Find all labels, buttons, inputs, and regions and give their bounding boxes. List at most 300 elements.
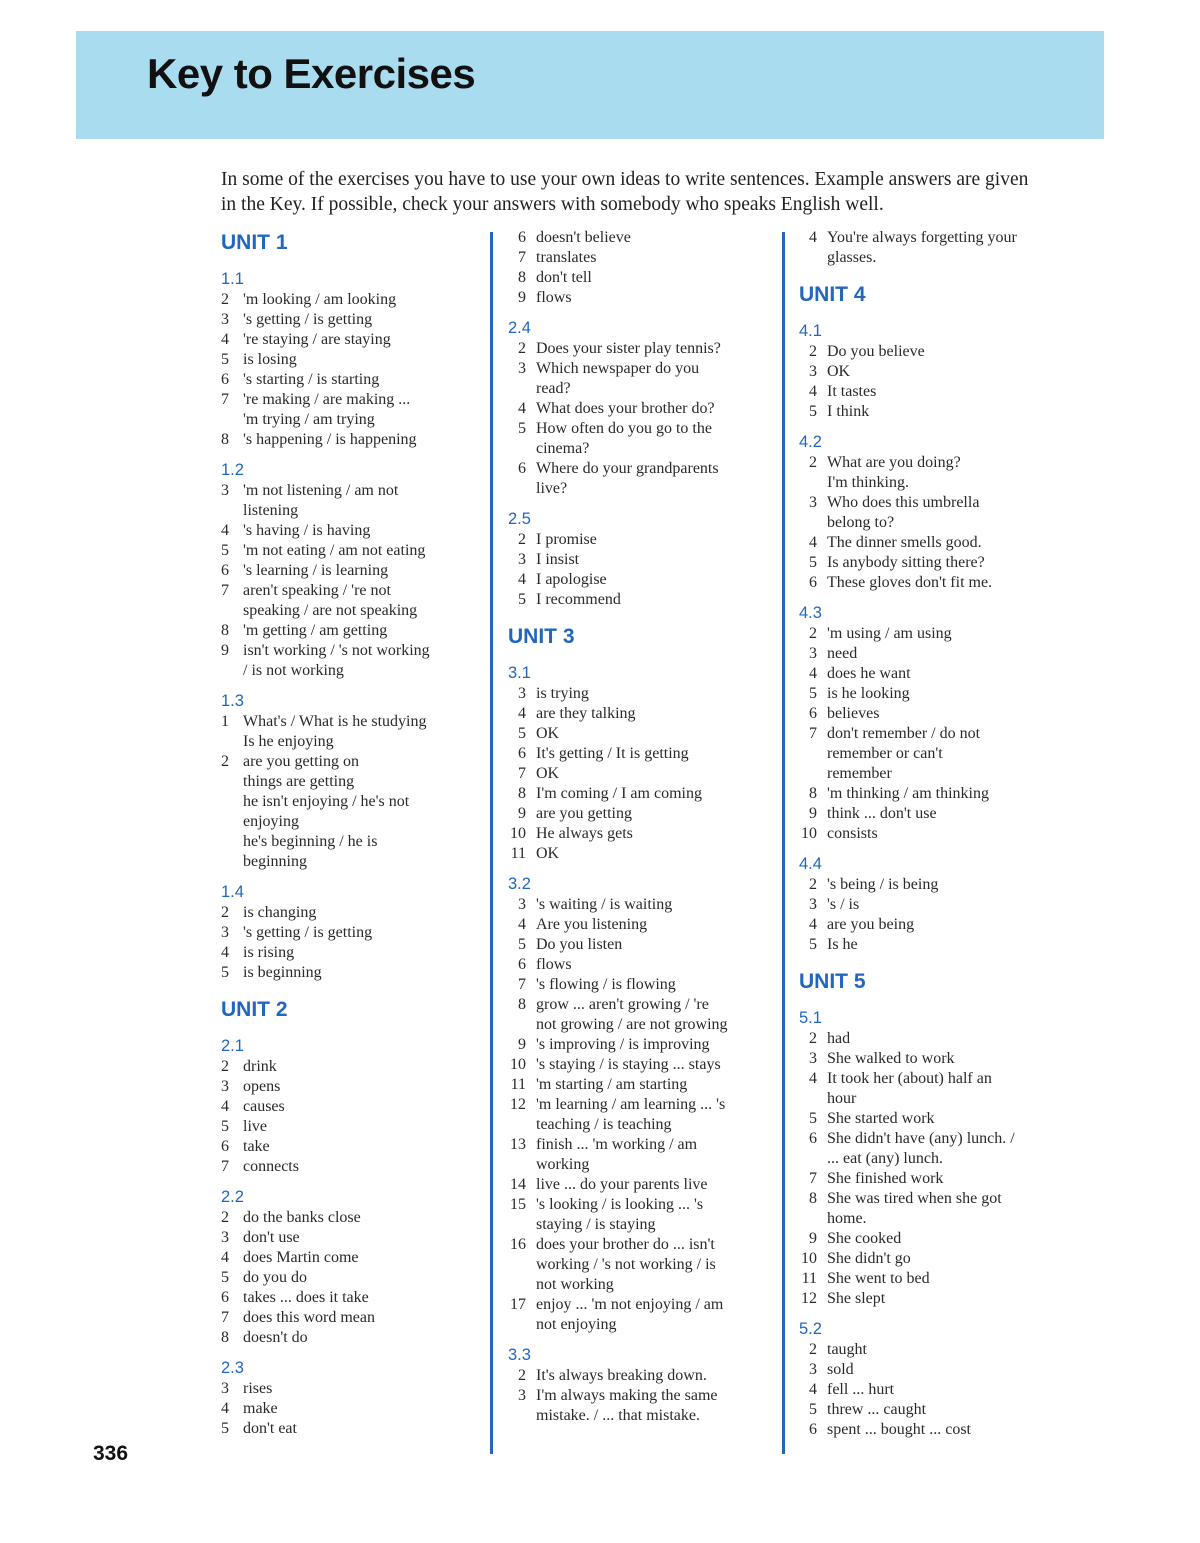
answer-text: take [243,1138,270,1155]
answer-number: 4 [518,400,526,417]
answer-number: 8 [518,269,526,286]
exercise-number: 2.3 [221,1359,244,1377]
answer-item [799,895,1059,915]
answer-item [799,342,1059,362]
answer-number: 2 [809,625,817,642]
answer-item [799,402,1059,422]
answer-text: 's getting / is getting [243,924,373,941]
answer-item [508,459,768,499]
answer-number: 5 [221,1118,229,1135]
answer-item [799,644,1059,664]
answer-text: taught [827,1341,867,1358]
exercise-section [799,320,1059,422]
answer-text: consists [827,825,878,842]
answer-item [508,1295,768,1335]
answer-item [508,1075,768,1095]
answer-text: It took her (about) half an hour [827,1070,992,1107]
answer-item [799,1229,1059,1249]
answer-item [508,935,768,955]
answer-text: does Martin come [243,1249,359,1266]
answer-number: 7 [809,1170,817,1187]
answer-number: 3 [518,360,526,377]
answer-item [799,1289,1059,1309]
answer-number: 5 [221,1420,229,1437]
exercise-number: 1.4 [221,883,244,901]
answer-text: drink [243,1058,277,1075]
answer-number: 2 [518,1367,526,1384]
exercise-number: 1.3 [221,692,244,710]
answer-number: 2 [518,531,526,548]
answer-item [508,724,768,744]
answer-item [508,1035,768,1055]
answer-number: 5 [809,403,817,420]
answer-item [221,481,476,521]
answer-text: takes ... does it take [243,1289,369,1306]
answer-text: I think [827,403,870,420]
exercise-number: 4.3 [799,604,822,622]
answer-text: 's flowing / is flowing [536,976,676,993]
answer-item [508,248,768,268]
exercise-number: 1.2 [221,461,244,479]
answer-number: 3 [809,363,817,380]
answer-number: 5 [809,554,817,571]
answer-text: Which newspaper do you read? [536,360,700,397]
exercise-section [799,1007,1059,1309]
answer-item [221,1268,476,1288]
answer-text: Where do your grandparents live? [536,460,719,497]
answer-item [508,570,768,590]
answer-number: 12 [510,1096,526,1113]
answer-text: 's happening / is happening [243,431,417,448]
answer-item [221,1077,476,1097]
answer-text: What's / What is he studying Is he enjoying [243,713,427,750]
answer-text: do the banks close [243,1209,361,1226]
answer-item [508,764,768,784]
answer-number: 9 [518,289,526,306]
answer-item [221,752,476,872]
unit-heading: UNIT 1 [221,231,288,254]
answer-text: 's having / is having [243,522,371,539]
answer-number: 8 [221,622,229,639]
answer-number: 3 [221,1229,229,1246]
answer-text: Does your sister play tennis? [536,340,721,357]
answer-item [508,1095,768,1135]
answer-text: Who does this umbrella belong to? [827,494,980,531]
answer-item [799,453,1059,493]
answer-item [799,704,1059,724]
answer-item [221,390,476,430]
answer-text: is rising [243,944,295,961]
answer-item [799,1189,1059,1229]
answer-number: 6 [518,229,526,246]
answer-text: 's getting / is getting [243,311,373,328]
answer-number: 3 [809,494,817,511]
answer-item [508,824,768,844]
answer-number: 5 [518,725,526,742]
answer-text: OK [536,765,560,782]
answer-text: It's always breaking down. [536,1367,707,1384]
answer-text: 's looking / is looking ... 's staying / is staying [536,1196,704,1233]
answer-text: He always gets [536,825,633,842]
exercise-section [221,1186,476,1348]
answer-text: does this word mean [243,1309,375,1326]
answer-number: 9 [518,1036,526,1053]
answer-item [221,903,476,923]
answer-item [221,1399,476,1419]
answer-text: opens [243,1078,281,1095]
answer-text: It's getting / It is getting [536,745,689,762]
answer-text: threw ... caught [827,1401,927,1418]
answer-number: 6 [221,1138,229,1155]
intro-paragraph: In some of the exercises you have to use your own ideas to write sentences. Example answers are given in the Key. If possible, check your answers with somebody who speaks English well. [221,169,1029,215]
answer-number: 11 [510,845,526,862]
answer-text: 'm not eating / am not eating [243,542,426,559]
answer-item [799,1109,1059,1129]
answer-item [508,1195,768,1235]
answer-number: 3 [809,1361,817,1378]
answer-text: She didn't have (any) lunch. / ... eat (any) lunch. [827,1130,1015,1167]
answer-text: don't eat [243,1420,297,1437]
answer-number: 6 [809,705,817,722]
answer-text: is changing [243,904,317,921]
answer-text: 's learning / is learning [243,562,389,579]
answer-number: 7 [221,1309,229,1326]
answer-number: 6 [809,1421,817,1438]
answer-number: 8 [518,785,526,802]
answer-number: 3 [809,1050,817,1067]
answer-number: 2 [809,876,817,893]
answer-number: 6 [809,1130,817,1147]
answer-item [508,550,768,570]
exercise-section [221,1357,476,1439]
answer-text: live ... do your parents live [536,1176,708,1193]
answer-text: 'm thinking / am thinking [827,785,989,802]
answer-number: 8 [221,1329,229,1346]
unit-heading: UNIT 5 [799,970,866,993]
answer-text: 'm learning / am learning ... 's teaching / is teaching [536,1096,726,1133]
answer-item [221,641,476,681]
answer-item [221,1288,476,1308]
answer-text: finish ... 'm working / am working [536,1136,698,1173]
answer-number: 2 [809,1341,817,1358]
answer-number: 5 [809,1110,817,1127]
answer-item [799,1400,1059,1420]
answer-text: She didn't go [827,1250,911,1267]
unit-heading: UNIT 2 [221,998,288,1021]
answer-text: is beginning [243,964,322,981]
answer-item [508,419,768,459]
exercise-section [508,873,768,1335]
answer-number: 8 [809,785,817,802]
answer-text: I'm always making the same mistake. / ... that mistake. [536,1387,718,1424]
answer-text: You're always forgetting your glasses. [827,229,1017,266]
answer-number: 7 [518,976,526,993]
answer-number: 2 [809,454,817,471]
answer-item [221,1157,476,1177]
answer-text: don't tell [536,269,592,286]
answer-text: I promise [536,531,597,548]
answer-text: are you getting on things are getting he isn't enjoying / he's not enjoying he's beginning / he is beginning [243,753,410,870]
answer-number: 2 [809,343,817,360]
answer-item [221,712,476,752]
answer-item [508,744,768,764]
answer-number: 4 [221,1400,229,1417]
answer-item [221,943,476,963]
answer-item [221,1057,476,1077]
exercise-number: 4.2 [799,433,822,451]
answer-text: make [243,1400,278,1417]
exercise-number: 4.1 [799,322,822,340]
answer-text: flows [536,956,572,973]
answer-text: translates [536,249,597,266]
answer-number: 10 [510,825,526,842]
answer-number: 16 [510,1236,526,1253]
answer-text: rises [243,1380,273,1397]
answer-text: think ... don't use [827,805,937,822]
answer-number: 8 [221,431,229,448]
answer-column-3 [799,228,1059,1449]
answer-number: 3 [518,1387,526,1404]
exercise-number: 2.1 [221,1037,244,1055]
answer-text: 'm looking / am looking [243,291,397,308]
answer-text: is he looking [827,685,910,702]
answer-text: need [827,645,858,662]
answer-text: sold [827,1361,854,1378]
answer-item [221,1137,476,1157]
answer-item [508,1135,768,1175]
answer-item [508,784,768,804]
answer-number: 2 [221,1058,229,1075]
answer-column-2 [508,228,768,1435]
answer-number: 2 [221,1209,229,1226]
answer-text: don't remember / do not remember or can't remember [827,725,981,782]
exercise-section [799,1318,1059,1440]
exercise-section [221,881,476,983]
exercise-number: 1.1 [221,270,244,288]
answer-text: believes [827,705,880,722]
answer-item [221,581,476,621]
answer-item [221,541,476,561]
answer-item [221,1328,476,1348]
answer-text: doesn't do [243,1329,308,1346]
exercise-number: 2.2 [221,1188,244,1206]
answer-text: 's improving / is improving [536,1036,710,1053]
answer-number: 4 [809,1381,817,1398]
answer-number: 3 [518,685,526,702]
answer-item [221,310,476,330]
answer-text: 're staying / are staying [243,331,391,348]
answer-text: She cooked [827,1230,902,1247]
answer-number: 7 [518,765,526,782]
answer-text: 's staying / is staying ... stays [536,1056,721,1073]
answer-number: 15 [510,1196,526,1213]
exercise-section [799,431,1059,593]
answer-text: 'm getting / am getting [243,622,388,639]
exercise-section [508,1344,768,1426]
answer-text: What are you doing? I'm thinking. [827,454,961,491]
answer-number: 7 [518,249,526,266]
answer-item [799,362,1059,382]
answer-item [508,844,768,864]
answer-number: 4 [809,229,817,246]
answer-item [221,370,476,390]
answer-number: 9 [221,642,229,659]
answer-text: How often do you go to the cinema? [536,420,712,457]
answer-item [221,330,476,350]
answer-number: 11 [510,1076,526,1093]
answer-number: 6 [221,1289,229,1306]
answer-number: 4 [221,1098,229,1115]
answer-text: does he want [827,665,911,682]
answer-text: flows [536,289,572,306]
answer-number: 5 [518,591,526,608]
answer-item [221,561,476,581]
answer-number: 5 [518,420,526,437]
answer-item [508,804,768,824]
answer-item [799,382,1059,402]
answer-text: had [827,1030,851,1047]
exercise-number: 2.4 [508,319,531,337]
exercise-section [508,317,768,499]
answer-item [799,493,1059,533]
answer-number: 5 [221,542,229,559]
answer-text: I insist [536,551,580,568]
exercise-number: 5.1 [799,1009,822,1027]
answer-item [799,228,1059,268]
exercise-section [221,690,476,872]
answer-text: What does your brother do? [536,400,715,417]
exercise-number: 3.3 [508,1346,531,1364]
answer-text: These gloves don't fit me. [827,574,993,591]
answer-item [799,1420,1059,1440]
answer-number: 5 [221,964,229,981]
answer-text: She slept [827,1290,886,1307]
answer-number: 4 [221,1249,229,1266]
answer-number: 14 [510,1176,526,1193]
answer-item [221,923,476,943]
exercise-number: 5.2 [799,1320,822,1338]
answer-number: 8 [518,996,526,1013]
answer-item [221,1228,476,1248]
answer-number: 6 [518,460,526,477]
answer-text: Is anybody sitting there? [827,554,985,571]
answer-item [799,875,1059,895]
answer-text: 's / is [827,896,860,913]
answer-text: live [243,1118,267,1135]
exercise-section [799,853,1059,955]
answer-text: causes [243,1098,285,1115]
answer-text: She went to bed [827,1270,930,1287]
answer-item [508,530,768,550]
answer-number: 3 [518,551,526,568]
answer-item [221,621,476,641]
exercise-number: 2.5 [508,510,531,528]
answer-item [799,533,1059,553]
answer-text: is losing [243,351,297,368]
answer-text: 'm starting / am starting [536,1076,688,1093]
answer-item [799,1129,1059,1169]
exercise-section [508,228,768,308]
answer-column-1 [221,228,476,1448]
answer-text: It tastes [827,383,877,400]
page-number: 336 [93,1442,129,1465]
answer-number: 5 [809,1401,817,1418]
answer-item [508,895,768,915]
answer-number: 2 [221,291,229,308]
exercise-section [508,508,768,610]
answer-number: 2 [221,904,229,921]
answer-text: I apologise [536,571,607,588]
unit-heading: UNIT 4 [799,283,866,306]
answer-number: 11 [801,1270,817,1287]
answer-number: 3 [809,645,817,662]
answer-item [508,1175,768,1195]
answer-text: Is he [827,936,858,953]
answer-item [508,359,768,399]
answer-number: 4 [809,665,817,682]
answer-item [799,553,1059,573]
answer-text: 's starting / is starting [243,371,380,388]
answer-item [508,1235,768,1295]
answer-item [799,915,1059,935]
answer-number: 3 [221,311,229,328]
answer-text: don't use [243,1229,300,1246]
answer-number: 4 [809,916,817,933]
answer-number: 5 [221,351,229,368]
answer-item [799,684,1059,704]
answer-text: spent ... bought ... cost [827,1421,971,1438]
answer-text: The dinner smells good. [827,534,982,551]
answer-number: 17 [510,1296,526,1313]
answer-item [508,1055,768,1075]
answer-number: 9 [809,1230,817,1247]
answer-text: OK [827,363,851,380]
answer-number: 3 [518,896,526,913]
answer-text: are you being [827,916,915,933]
answer-item [221,290,476,310]
answer-number: 2 [221,753,229,770]
answer-number: 10 [510,1056,526,1073]
answer-text: are you getting [536,805,632,822]
column-divider [490,232,493,1454]
answer-text: connects [243,1158,299,1175]
answer-item [508,268,768,288]
answer-text: 'm using / am using [827,625,952,642]
answer-number: 4 [221,944,229,961]
answer-number: 4 [809,1070,817,1087]
answer-text: enjoy ... 'm not enjoying / am not enjoying [536,1296,724,1333]
answer-number: 4 [518,705,526,722]
exercise-number: 3.2 [508,875,531,893]
answer-item [508,704,768,724]
answer-text: OK [536,845,560,862]
answer-item [221,521,476,541]
answer-item [799,724,1059,784]
answer-item [508,995,768,1035]
exercise-number: 4.4 [799,855,822,873]
answer-item [221,1097,476,1117]
answer-item [221,1379,476,1399]
answer-text: She finished work [827,1170,944,1187]
answer-item [221,430,476,450]
answer-item [799,664,1059,684]
answer-number: 9 [518,805,526,822]
column-divider [782,232,785,1454]
answer-number: 4 [518,916,526,933]
answer-number: 6 [221,562,229,579]
answer-item [799,1380,1059,1400]
answer-text: Do you believe [827,343,925,360]
